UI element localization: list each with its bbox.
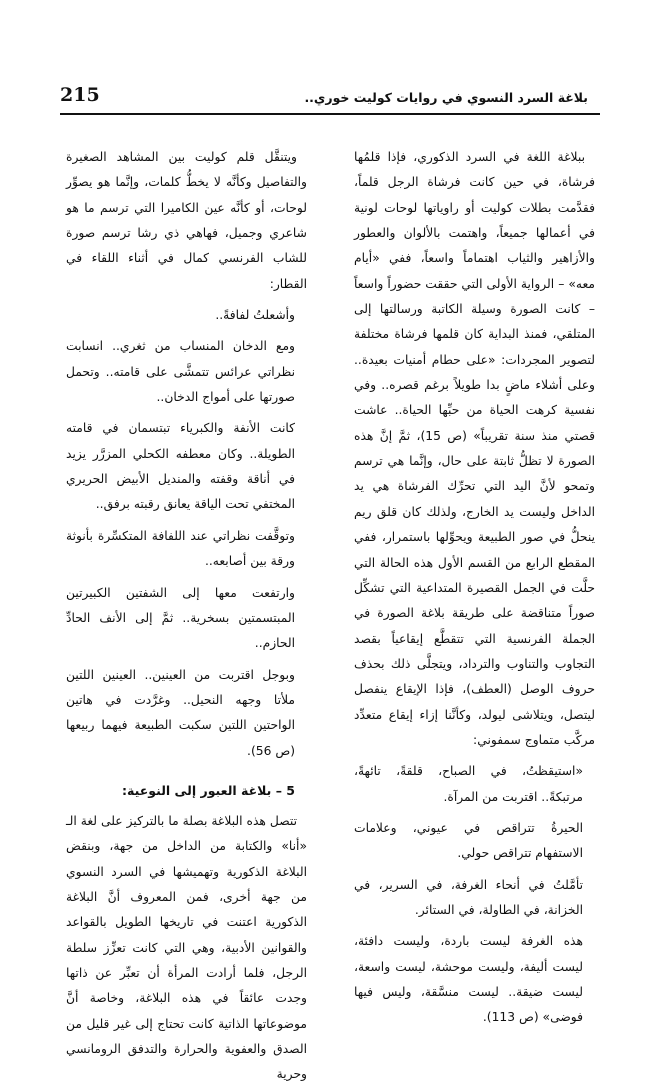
body-paragraph: ببلاغة اللغة في السرد الذكوري، فإذا قلمُها فرشاة، في حين كانت فرشاة الرجل قلماً، فقدَّمت بطلات كوليت أو راوياتها لوحات لونية في أعمالها جميعاً، واهتمت بالألوان والعطور والأزاهير والثياب اهتماماً واسعاً، ففي «أيام معه» – الرواية الأولى التي حققت حضوراً واسعاً – كانت الصورة وسيلة الكاتبة ورسالتها إلى المتلقي، فمنذ البداية كان قلمها فرشاة مختلفة لتصوير المجردات: «على حطام أمنيات بعيدة.. وعلى أشلاء ماضٍ بدا طويلاً برغم قصره.. وفي نفسية كرهت الحياة من حبِّها الحياة.. عاشت قصتي منذ سنة تقريباً» (ص 15)، ثمَّ إنَّ هذه الصورة لا تظلُّ ثابتة على حال، وإنَّما هي ترسم وتمحو لأنَّ اليد التي تحرِّك الفرشاة هي يد الداخل وليست يد الخارج، ولذلك كان قلق ريم ينحلُّ في صور الطبيعة ويحوِّلها باستمرار، ففي المقطع الرابع من القسم الأول هذه الحالة التي حلَّت في الجمل القصيرة المتداعية التي تشكِّل صوراً متناقضة على طريقة بلاغة الصورة في الجملة الفرنسية التي تتقطَّع إيقاعياً بقصد التجاوب والتناوب والترداد، ويتجلَّى ذلك بحذف حروف الوصل (العطف)، فإذا الإيقاع ينفصل ليتصل، ويتلاشى ليولد، وكأنَّنا إزاء إيقاع متعدِّد مركَّب متماوج سمفوني: bbox=[354, 150, 595, 747]
page-number: 215 bbox=[60, 84, 100, 106]
header-rule bbox=[60, 113, 600, 115]
quoted-passage: وأشعلتُ لفافةً.. bbox=[215, 308, 295, 323]
section-heading: 5 – بلاغة العبور إلى النوعية: bbox=[122, 782, 295, 798]
quoted-passage: وتوقَّفت نظراتي عند اللفافة المتكسِّرة بأنوثة ورقة بين أصابعه.. bbox=[66, 528, 295, 569]
running-header bbox=[60, 84, 600, 110]
quoted-passage: وارتفعت معها إلى الشفتين الكبيرتين المبتسمتين بسخرية.. ثمَّ إلى الأنف الحادِّ الحازم.. bbox=[66, 585, 295, 651]
quoted-passage: الحيرةُ تتراقص في عيوني، وعلامات الاستفهام تتراقص حولي. bbox=[354, 820, 583, 861]
right-text-column bbox=[354, 145, 595, 1031]
body-paragraph: تتصل هذه البلاغة بصلة ما بالتركيز على لغة الـ «أنا» والكتابة من الداخل من جهة، وبنقض البلاغة الذكورية وتهميشها في السرد النسوي من جهة أخرى، فمن المعروف أنَّ البلاغة الذكورية اعتنت في تاريخها الطويل بالقواعد والقوانين الأدبية، وهي التي كانت تعزِّز سلطة الرجل، فلما أرادت المرأة أن تعبِّر عن ذاتها وجدت عائقاً في هذه البلاغة، وخاصة أنَّ موضوعاتها الذاتية كانت تحتاج إلى غير قليل من الصدق والعفوية والحرارة والتدفق الرومانسي وحرية bbox=[66, 813, 307, 1082]
running-title: بلاغة السرد النسوي في روايات كوليت خوري.. bbox=[304, 90, 588, 105]
quoted-passage: وبوجل اقتربت من العينين.. العينين اللتين ملأتا وجهه النحيل.. وغرَّدت في هاتين الواحتين اللتين سكبت الطبيعة فيهما ربيعها (ص 56). bbox=[66, 667, 295, 758]
quoted-passage: هذه الغرفة ليست باردة، وليست دافئة، ليست أليفة، وليست موحشة، ليست واسعة، ليست ضيقة.. ليست منسَّقة، وليس فيها فوضى» (ص 113). bbox=[354, 934, 583, 1025]
quoted-passage: تأمَّلتُ في أنحاء الغرفة، في السرير، في الخزانة، في الطاولة، في الستائر. bbox=[354, 877, 583, 917]
quoted-passage: «استيقظتُ، في الصباح، قلقةً، تائهةً، مرتبكةً.. اقتربت من المرآة. bbox=[354, 764, 583, 804]
left-text-column bbox=[66, 145, 307, 1088]
body-paragraph: ويتنقَّل قلم كوليت بين المشاهد الصغيرة والتفاصيل وكأنَّه لا يخطُّ كلمات، وإنَّما هو يصوِّر لوحات، أو كأنَّه عين الكاميرا التي ترسم ما هو شاعري وجميل، فهاهي ذي رشا ترسم صورة للشاب الفرنسي كمال في أثناء اللقاء في القطار: bbox=[66, 150, 307, 291]
quoted-passage: كانت الأنفة والكبرياء تبتسمان في قامته الطويلة.. وكان معطفه الكحلي المزرَّر يزيد في أناقة وقفته والمنديل الأبيض الحريري المختفي تحت الياقة يعانق رقبته برفق.. bbox=[66, 421, 295, 512]
quoted-passage: ومع الدخان المنساب من ثغري.. انسابت نظراتي عرائس تتمشَّى على قامته.. وتحمل صورتها على أمواج الدخان.. bbox=[66, 339, 295, 405]
